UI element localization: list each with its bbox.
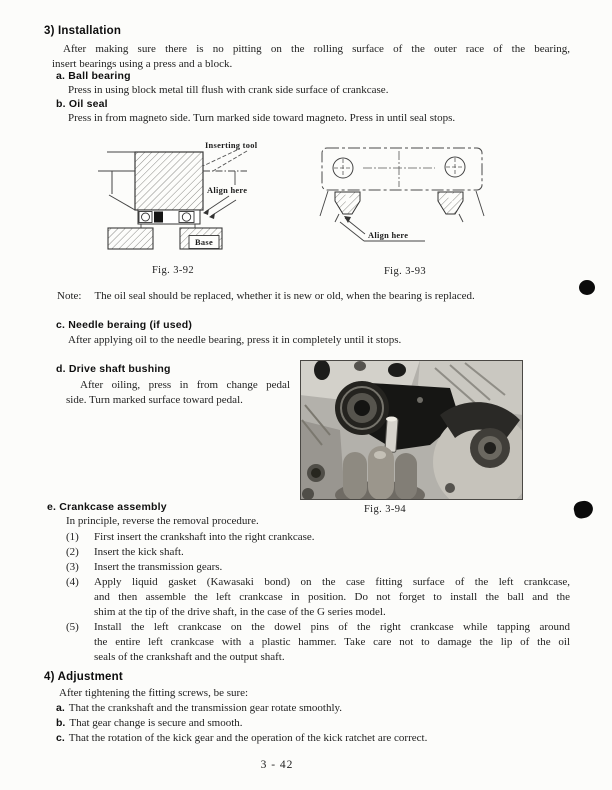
page-number: 3 - 42 <box>260 759 294 771</box>
oil-seal-section <box>154 212 163 223</box>
sub-a-ball-bearing-text: Press in using block metal till flush with crank side surface of crankcase. <box>68 84 389 96</box>
section-adjustment-heading: 4) Adjustment <box>44 671 123 683</box>
drive-shaft-line: side. Turn marked surface toward pedal. <box>66 394 243 406</box>
arrowhead <box>209 213 215 219</box>
sub-c-needle-bearing-text: After applying oil to the needle bearing, press it in completely until it stops. <box>68 334 402 346</box>
crankcase-intro: In principle, reverse the removal procedure. <box>66 515 259 527</box>
section-installation-heading: 3) Installation <box>44 25 122 37</box>
step-text: Apply liquid gasket (Kawasaki bond) on the case fitting surface of the left crankcase, <box>94 576 570 588</box>
step-text: seals of the crankshaft and the output shaft. <box>94 651 285 663</box>
note-text: The oil seal should be replaced, whether it is new or old, when the bearing is replaced. <box>94 290 475 302</box>
base-label: Base <box>195 238 213 247</box>
step-text: Insert the kick shaft. <box>94 546 184 558</box>
step-text: Insert the transmission gears. <box>94 561 223 573</box>
scan-dot <box>579 280 595 295</box>
step-text: Install the left crankcase on the dowel pins of the right crankcase while tapping around <box>94 621 570 633</box>
adjustment-item-label: b. <box>56 717 66 729</box>
step-number: (5) <box>66 621 79 633</box>
assembly-steps <box>66 530 570 665</box>
step-number: (1) <box>66 531 79 543</box>
step-text: First insert the crankshaft into the right crankcase. <box>94 531 315 543</box>
step-number: (2) <box>66 546 79 558</box>
adjustment-item <box>56 717 243 729</box>
step-number: (3) <box>66 561 79 573</box>
crankcase-photo <box>300 360 523 500</box>
arrowhead <box>203 209 209 215</box>
base-block-left <box>108 228 153 249</box>
sub-d-drive-shaft-text <box>66 378 290 408</box>
adjustment-intro: After tightening the fitting screws, be sure: <box>59 687 249 699</box>
note-label: Note: <box>57 290 82 302</box>
sub-d-drive-shaft-label: d. Drive shaft bushing <box>56 363 171 375</box>
fig-3-92-diagram <box>95 138 275 265</box>
fig-3-93-caption: Fig. 3-93 <box>383 266 427 277</box>
sub-b-oil-seal-label: b. Oil seal <box>56 98 108 110</box>
sub-b-oil-seal-text: Press in from magneto side. Turn marked side toward magneto. Press in until seal stops. <box>68 112 456 124</box>
sub-c-needle-bearing-label: c. Needle beraing (if used) <box>56 319 193 331</box>
adjustment-item-text: That gear change is secure and smooth. <box>69 717 243 729</box>
adjustment-item <box>56 732 427 744</box>
installation-intro-line: insert bearings using a press and a block. <box>52 57 233 70</box>
assembly-step <box>66 575 570 620</box>
assembly-step <box>66 620 570 665</box>
assembly-step <box>66 530 570 545</box>
step-number: (4) <box>66 576 79 588</box>
align-here-label-fig93: Align here <box>368 231 409 240</box>
step-text: shim at the tip of the drive shaft, in the case of the G series model. <box>94 606 386 618</box>
adjustment-item-label: c. <box>56 732 65 744</box>
fig-3-93-diagram <box>315 140 490 250</box>
sub-e-crankcase-label: e. Crankcase assembly <box>47 501 167 513</box>
fig-3-94-caption: Fig. 3-94 <box>363 504 407 515</box>
adjustment-item-text: That the crankshaft and the transmission gear rotate smoothly. <box>68 702 343 714</box>
align-here-label-fig92: Align here <box>207 186 248 195</box>
assembly-step <box>66 560 570 575</box>
step-text: the entire left crankcase with a plastic hammer. Take care not to damage the lip of the oil <box>94 636 570 648</box>
adjustment-item-text: That the rotation of the kick gear and the operation of the kick ratchet are correct. <box>68 732 428 744</box>
bearing-ball <box>142 213 150 221</box>
sub-a-ball-bearing-label: a. Ball bearing <box>56 70 131 82</box>
adjustment-item-label: a. <box>56 702 65 714</box>
adjustment-item <box>56 702 342 714</box>
scan-dot <box>572 499 594 520</box>
assembly-step <box>66 545 570 560</box>
step-text: and then assemble the left crankcase in position. Do not forget to install the ball and the <box>94 591 570 603</box>
bearing-ball <box>182 213 190 221</box>
inserting-tool-block <box>135 152 203 210</box>
crankcase-outline <box>322 148 482 190</box>
inserting-tool-label: Inserting tool <box>205 141 258 150</box>
installation-intro <box>52 42 570 71</box>
fig-3-92-caption: Fig. 3-92 <box>151 265 195 276</box>
installation-intro-line: After making sure there is no pitting on the rolling surface of the outer race of the bearing, <box>63 43 570 55</box>
drive-shaft-line: After oiling, press in from change pedal <box>80 379 290 391</box>
note <box>57 290 570 302</box>
